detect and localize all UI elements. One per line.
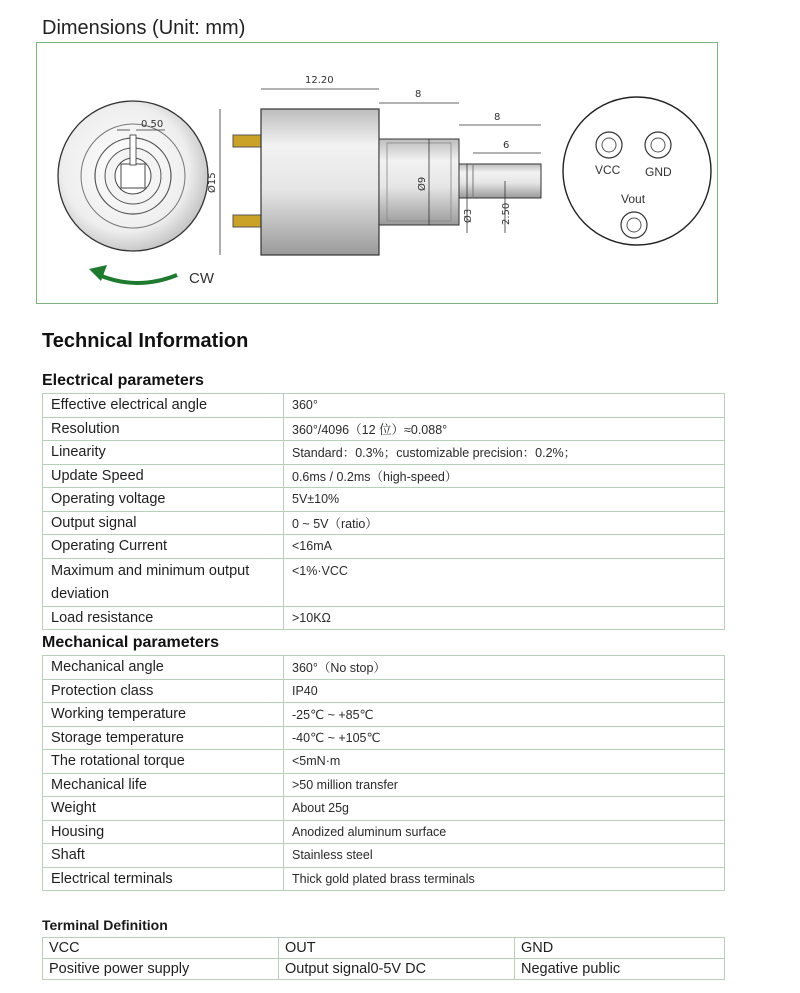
electrical-row [43, 606, 725, 630]
param-name: Storage temperature [43, 726, 284, 750]
param-name: Output signal [43, 511, 284, 535]
terminal-value-cell: Output signal0-5V DC [279, 959, 515, 980]
param-value: IP40 [284, 679, 725, 703]
mechanical-section-title: Mechanical parameters [42, 634, 219, 651]
electrical-table [42, 393, 725, 630]
rotation-arrow [89, 265, 215, 287]
param-name: Working temperature [43, 703, 284, 727]
param-value: 360° [284, 394, 725, 418]
body-dia-label: Ø15 [207, 172, 218, 193]
param-value: 0 ~ 5V（ratio） [284, 511, 725, 535]
electrical-row [43, 394, 725, 418]
param-name: Electrical terminals [43, 867, 284, 891]
electrical-row [43, 511, 725, 535]
param-name: Mechanical angle [43, 656, 284, 680]
terminal-section-title: Terminal Definition [42, 917, 168, 933]
param-name: The rotational torque [43, 750, 284, 774]
terminal-value-cell: Negative public [515, 959, 725, 980]
param-value: Thick gold plated brass terminals [284, 867, 725, 891]
terminal-header-cell: VCC [43, 938, 279, 959]
mechanical-row [43, 750, 725, 774]
param-name: Linearity [43, 441, 284, 465]
mechanical-row [43, 844, 725, 868]
electrical-row [43, 464, 725, 488]
param-value: >10KΩ [284, 606, 725, 630]
dimension-drawing [36, 42, 718, 304]
electrical-row [43, 558, 725, 606]
terminal-header-cell: GND [515, 938, 725, 959]
mechanical-row [43, 797, 725, 821]
electrical-row [43, 441, 725, 465]
param-name: Load resistance [43, 606, 284, 630]
slot-dim-label: 0.50 [141, 119, 164, 130]
param-name: Operating Current [43, 535, 284, 559]
mechanical-table [42, 655, 725, 891]
side-view [206, 75, 541, 255]
param-value: 360°（No stop） [284, 656, 725, 680]
electrical-row [43, 488, 725, 512]
mechanical-row [43, 703, 725, 727]
terminal-header-cell: OUT [279, 938, 515, 959]
rotation-label: CW [189, 270, 214, 287]
param-name: Mechanical life [43, 773, 284, 797]
terminal-table [42, 937, 725, 980]
electrical-row [43, 535, 725, 559]
param-name: Update Speed [43, 464, 284, 488]
param-value: 5V±10% [284, 488, 725, 512]
electrical-section-title: Electrical parameters [42, 372, 204, 389]
param-value: -40℃ ~ +105℃ [284, 726, 725, 750]
param-value: <16mA [284, 535, 725, 559]
collar-dia-label: Ø9 [417, 176, 428, 191]
param-name: Maximum and minimum output deviation [43, 558, 284, 606]
electrical-row [43, 417, 725, 441]
terminal-value-cell: Positive power supply [43, 959, 279, 980]
mechanical-row [43, 867, 725, 891]
technical-info-title: Technical Information [42, 330, 249, 352]
flat-depth-label: 2.50 [501, 202, 512, 225]
param-value: Stainless steel [284, 844, 725, 868]
shaft-dia-label: Ø3 [463, 208, 474, 223]
param-value: Standard：0.3%；customizable precision：0.2%； [284, 441, 725, 465]
front-view [58, 101, 208, 251]
mechanical-row [43, 679, 725, 703]
param-value: >50 million transfer [284, 773, 725, 797]
param-value: 0.6ms / 0.2ms（high-speed） [284, 464, 725, 488]
param-name: Effective electrical angle [43, 394, 284, 418]
param-value: <5mN·m [284, 750, 725, 774]
param-name: Weight [43, 797, 284, 821]
terminal-header-row [43, 938, 725, 959]
param-name: Shaft [43, 844, 284, 868]
mechanical-row [43, 656, 725, 680]
param-value: 360°/4096（12 位）≈0.088° [284, 417, 725, 441]
param-name: Operating voltage [43, 488, 284, 512]
mechanical-row [43, 726, 725, 750]
param-name: Resolution [43, 417, 284, 441]
param-name: Protection class [43, 679, 284, 703]
param-value: <1%·VCC [284, 558, 725, 606]
mechanical-row [43, 773, 725, 797]
drawing-svg [37, 43, 719, 305]
shaft-flat-label: 6 [503, 140, 510, 151]
collar-dim-label: 8 [415, 89, 422, 100]
param-value: About 25g [284, 797, 725, 821]
terminal-value-row [43, 959, 725, 980]
back-view [563, 97, 711, 245]
length-dim-label: 12.20 [305, 75, 334, 86]
param-value: -25℃ ~ +85℃ [284, 703, 725, 727]
mechanical-row [43, 820, 725, 844]
pin-vcc-label: VCC [595, 163, 621, 177]
pin-vout-label: Vout [621, 192, 646, 206]
shaft-total-label: 8 [494, 112, 501, 123]
param-value: Anodized aluminum surface [284, 820, 725, 844]
pin-gnd-label: GND [645, 165, 672, 179]
dimensions-title: Dimensions (Unit: mm) [42, 17, 246, 39]
param-name: Housing [43, 820, 284, 844]
